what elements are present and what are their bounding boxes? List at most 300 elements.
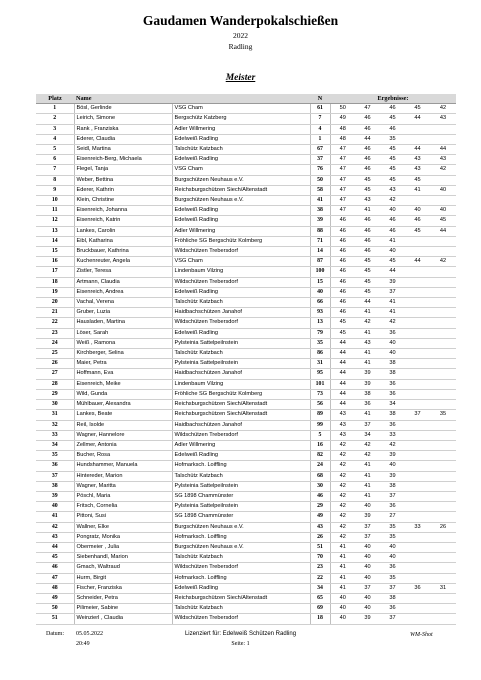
rank-cell: 18 (36, 277, 74, 287)
score-cell: 46 (330, 267, 355, 277)
score-cell: 37 (355, 532, 380, 542)
club-cell: Fröhliche SG Bergschütz Kolmberg (172, 236, 310, 246)
club-cell: Pylsteinia Sattelpeilnstein (172, 481, 310, 491)
score-cell: 45 (380, 145, 405, 155)
table-row (36, 379, 456, 389)
club-cell: Talschütz Katzbach (172, 604, 310, 614)
table-row (36, 155, 456, 165)
table-row (36, 267, 456, 277)
name-cell: Wallner, Elke (74, 522, 172, 532)
name-cell: Ederer, Kathrin (74, 185, 172, 195)
footer-time: 20:49 (76, 641, 90, 647)
score-cell: 45 (405, 226, 430, 236)
score-cell: 37 (380, 583, 405, 593)
score-cell: 40 (380, 206, 405, 216)
name-cell: Seidl, Martina (74, 145, 172, 155)
score-cell (405, 389, 430, 399)
table-row (36, 287, 456, 297)
score-cell (405, 400, 430, 410)
club-cell: Edelweiß Radling (172, 155, 310, 165)
score-cell (405, 573, 430, 583)
name-cell: Ederer, Claudia (74, 134, 172, 144)
score-cell (405, 236, 430, 246)
table-row (36, 410, 456, 420)
score-cell (430, 369, 456, 379)
name-cell: Pilimeier, Sabine (74, 604, 172, 614)
table-row (36, 236, 456, 246)
score-cell: 46 (380, 104, 405, 114)
club-cell: Talschütz Katzbach (172, 349, 310, 359)
score-cell: 44 (380, 267, 405, 277)
score-cell: 42 (380, 440, 405, 450)
document-title: Gaudamen Wanderpokalschießen (142, 13, 339, 28)
score-cell (405, 512, 430, 522)
score-cell (405, 328, 430, 338)
start-number-cell: 43 (310, 522, 330, 532)
score-cell: 41 (355, 471, 380, 481)
name-cell: Wagner, Hannelore (74, 430, 172, 440)
score-cell: 40 (380, 338, 405, 348)
score-cell: 40 (380, 247, 405, 257)
score-cell: 45 (380, 257, 405, 267)
name-cell: Reil, Isolde (74, 420, 172, 430)
score-cell: 36 (380, 379, 405, 389)
club-cell: Burgschützen Neuhaus e.V. (172, 196, 310, 206)
rank-cell: 48 (36, 583, 74, 593)
club-cell: Wildschützen Trebersdorf (172, 247, 310, 257)
score-cell: 38 (380, 593, 405, 603)
score-cell: 38 (355, 389, 380, 399)
rank-cell: 8 (36, 175, 74, 185)
club-cell: Hofmarksch. Loiffling (172, 461, 310, 471)
score-cell (405, 542, 430, 552)
score-cell (430, 471, 456, 481)
score-cell: 45 (355, 257, 380, 267)
score-cell (430, 134, 456, 144)
score-cell: 42 (355, 318, 380, 328)
score-cell: 39 (355, 369, 380, 379)
club-cell: Reichsburgschützen Siech/Altenstadt (172, 410, 310, 420)
score-cell (430, 298, 456, 308)
score-cell: 41 (330, 583, 355, 593)
score-cell: 41 (355, 349, 380, 359)
name-cell: Lankes, Carolin (74, 226, 172, 236)
start-number-cell: 40 (310, 287, 330, 297)
score-cell: 46 (330, 216, 355, 226)
score-cell: 40 (380, 349, 405, 359)
rank-cell: 40 (36, 502, 74, 512)
table-row (36, 104, 456, 114)
score-cell (405, 491, 430, 501)
start-number-cell: 87 (310, 257, 330, 267)
score-cell: 44 (430, 226, 456, 236)
score-cell: 36 (380, 604, 405, 614)
club-cell: Bergschütz Katzberg (172, 114, 310, 124)
club-cell: Talschütz Katzbach (172, 298, 310, 308)
name-cell: Maier, Petra (74, 359, 172, 369)
score-cell (405, 614, 430, 624)
score-cell: 43 (430, 114, 456, 124)
start-number-cell: 34 (310, 583, 330, 593)
score-cell: 42 (330, 440, 355, 450)
score-cell: 36 (405, 583, 430, 593)
score-cell: 47 (330, 145, 355, 155)
score-cell: 49 (330, 114, 355, 124)
score-cell: 43 (405, 165, 430, 175)
score-cell: 40 (355, 604, 380, 614)
document-year: 2022 (233, 31, 248, 40)
club-cell: SG 1898 Chammünster (172, 512, 310, 522)
score-cell (430, 440, 456, 450)
score-cell: 46 (380, 216, 405, 226)
score-cell (430, 563, 456, 573)
start-number-cell: 49 (310, 512, 330, 522)
club-cell: VSG Cham (172, 104, 310, 114)
name-cell: Hoffmann, Eva (74, 369, 172, 379)
score-cell (430, 512, 456, 522)
table-row (36, 114, 456, 124)
score-cell (430, 196, 456, 206)
score-cell: 43 (430, 155, 456, 165)
score-cell (405, 318, 430, 328)
rank-cell: 11 (36, 206, 74, 216)
club-cell: Reichsburgschützen Siech/Altenstadt (172, 185, 310, 195)
start-number-cell: 23 (310, 563, 330, 573)
rank-cell: 22 (36, 318, 74, 328)
name-cell: Fischer, Franziska (74, 583, 172, 593)
rank-cell: 28 (36, 379, 74, 389)
score-cell: 37 (380, 614, 405, 624)
score-cell (430, 430, 456, 440)
score-cell: 41 (405, 185, 430, 195)
rank-cell: 27 (36, 369, 74, 379)
rank-cell: 10 (36, 196, 74, 206)
table-row (36, 175, 456, 185)
start-number-cell: 89 (310, 410, 330, 420)
start-number-cell: 14 (310, 247, 330, 257)
score-cell (430, 461, 456, 471)
score-cell: 45 (355, 267, 380, 277)
score-cell (405, 430, 430, 440)
name-cell: Artmann, Claudia (74, 277, 172, 287)
score-cell: 40 (430, 206, 456, 216)
name-cell: Pittoni, Susi (74, 512, 172, 522)
rank-cell: 30 (36, 400, 74, 410)
club-cell: Pylsteinia Sattelpeilnstein (172, 502, 310, 512)
score-cell: 41 (355, 206, 380, 216)
rank-cell: 45 (36, 553, 74, 563)
score-cell: 45 (355, 287, 380, 297)
score-cell: 42 (330, 481, 355, 491)
score-cell (430, 287, 456, 297)
score-cell (430, 338, 456, 348)
rank-cell: 23 (36, 328, 74, 338)
table-row (36, 124, 456, 134)
score-cell: 34 (355, 430, 380, 440)
score-cell: 43 (330, 410, 355, 420)
score-cell (430, 400, 456, 410)
club-cell: Edelweiß Radling (172, 206, 310, 216)
score-cell: 42 (330, 461, 355, 471)
table-row (36, 196, 456, 206)
footer-license: Lizenziert für: Edelweiß Schützen Radling (184, 631, 297, 637)
score-cell (430, 542, 456, 552)
score-cell (405, 369, 430, 379)
name-cell: Mühlbauer, Alexandra (74, 400, 172, 410)
score-cell: 46 (355, 114, 380, 124)
rank-cell: 7 (36, 165, 74, 175)
rank-cell: 42 (36, 522, 74, 532)
score-cell (430, 277, 456, 287)
club-cell: Wildschützen Trebersdorf (172, 563, 310, 573)
score-cell (430, 379, 456, 389)
score-cell (430, 451, 456, 461)
score-cell: 39 (380, 471, 405, 481)
score-cell (405, 124, 430, 134)
score-cell: 42 (330, 451, 355, 461)
start-number-cell: 67 (310, 145, 330, 155)
score-cell (430, 359, 456, 369)
club-cell: Lindenbaum Vilzing (172, 267, 310, 277)
rank-cell: 20 (36, 298, 74, 308)
table-row (36, 226, 456, 236)
score-cell: 41 (380, 236, 405, 246)
score-cell: 47 (330, 165, 355, 175)
score-cell: 45 (380, 175, 405, 185)
rank-cell: 51 (36, 614, 74, 624)
start-number-cell: 79 (310, 328, 330, 338)
results-table (36, 94, 456, 625)
score-cell: 43 (405, 155, 430, 165)
score-cell (405, 196, 430, 206)
score-cell: 42 (430, 165, 456, 175)
score-cell: 37 (355, 522, 380, 532)
rank-cell: 21 (36, 308, 74, 318)
score-cell: 46 (355, 226, 380, 236)
score-cell: 41 (355, 328, 380, 338)
score-cell (430, 328, 456, 338)
score-cell: 46 (330, 277, 355, 287)
score-cell: 37 (355, 420, 380, 430)
club-cell: Adler Willmering (172, 226, 310, 236)
table-row (36, 614, 456, 624)
score-cell: 40 (380, 553, 405, 563)
table-row (36, 185, 456, 195)
start-number-cell: 26 (310, 532, 330, 542)
score-cell: 47 (355, 104, 380, 114)
score-cell (430, 308, 456, 318)
start-number-cell: 65 (310, 593, 330, 603)
score-cell (430, 614, 456, 624)
score-cell (430, 481, 456, 491)
name-cell: Bucher, Rosa (74, 451, 172, 461)
score-cell: 35 (380, 522, 405, 532)
score-cell: 47 (330, 196, 355, 206)
rank-cell: 39 (36, 491, 74, 501)
score-cell: 46 (355, 165, 380, 175)
start-number-cell: 70 (310, 553, 330, 563)
score-cell: 46 (355, 247, 380, 257)
rank-cell: 12 (36, 216, 74, 226)
score-cell: 46 (330, 247, 355, 257)
name-cell: Gruber, Luzia (74, 308, 172, 318)
table-row (36, 145, 456, 155)
score-cell: 36 (380, 563, 405, 573)
score-cell (430, 318, 456, 328)
start-number-cell: 88 (310, 226, 330, 236)
club-cell: Edelweiß Radling (172, 451, 310, 461)
score-cell (430, 389, 456, 399)
rank-cell: 29 (36, 389, 74, 399)
name-cell: Fritsch, Cornelia (74, 502, 172, 512)
start-number-cell: 38 (310, 206, 330, 216)
name-cell: Leirich, Simone (74, 114, 172, 124)
name-cell: Eisenreich-Berg, Michaela (74, 155, 172, 165)
score-cell: 48 (330, 124, 355, 134)
score-cell: 42 (355, 451, 380, 461)
name-cell: Weiß , Ramona (74, 338, 172, 348)
start-number-cell: 73 (310, 389, 330, 399)
score-cell (430, 247, 456, 257)
score-cell: 40 (355, 542, 380, 552)
score-cell: 40 (380, 542, 405, 552)
name-cell: Pongratz, Monika (74, 532, 172, 542)
score-cell: 42 (330, 502, 355, 512)
start-number-cell: 100 (310, 267, 330, 277)
start-number-cell: 4 (310, 124, 330, 134)
score-cell: 46 (330, 257, 355, 267)
name-cell: Gmach, Waltraud (74, 563, 172, 573)
footer-date: 05.05.2022 (76, 631, 103, 637)
score-cell (405, 502, 430, 512)
score-cell: 39 (380, 451, 405, 461)
score-cell: 46 (355, 236, 380, 246)
score-cell: 44 (405, 114, 430, 124)
score-cell: 36 (380, 502, 405, 512)
score-cell (405, 451, 430, 461)
score-cell: 41 (380, 298, 405, 308)
score-cell: 47 (330, 206, 355, 216)
score-cell (430, 175, 456, 185)
rank-cell: 47 (36, 573, 74, 583)
club-cell: Burgschützen Neuhaus e.V. (172, 175, 310, 185)
rank-cell: 2 (36, 114, 74, 124)
table-row (36, 400, 456, 410)
start-number-cell: 50 (310, 175, 330, 185)
name-cell: Pöschl, Maria (74, 491, 172, 501)
name-cell: Rank , Franziska (74, 124, 172, 134)
footer-date-label: Datum: (46, 631, 64, 637)
table-row (36, 369, 456, 379)
start-number-cell: 37 (310, 155, 330, 165)
rank-cell: 19 (36, 287, 74, 297)
score-cell (405, 532, 430, 542)
score-cell (430, 124, 456, 134)
rank-cell: 46 (36, 563, 74, 573)
score-cell: 39 (355, 512, 380, 522)
score-cell: 40 (430, 185, 456, 195)
table-row (36, 522, 456, 532)
start-number-cell: 93 (310, 308, 330, 318)
score-cell: 45 (405, 175, 430, 185)
club-cell: Adler Willmering (172, 440, 310, 450)
score-cell (430, 502, 456, 512)
section-heading: Meister (225, 73, 256, 83)
score-cell: 31 (430, 583, 456, 593)
table-row (36, 359, 456, 369)
score-cell: 44 (330, 369, 355, 379)
rank-cell: 32 (36, 420, 74, 430)
score-cell: 47 (330, 155, 355, 165)
rank-cell: 35 (36, 451, 74, 461)
score-cell: 42 (380, 318, 405, 328)
rank-cell: 41 (36, 512, 74, 522)
score-cell: 40 (330, 614, 355, 624)
table-row (36, 165, 456, 175)
start-number-cell: 76 (310, 165, 330, 175)
rank-cell: 17 (36, 267, 74, 277)
score-cell: 45 (355, 175, 380, 185)
start-number-cell: 82 (310, 451, 330, 461)
name-cell: Eibl, Katharina (74, 236, 172, 246)
start-number-cell: 71 (310, 236, 330, 246)
score-cell: 40 (330, 604, 355, 614)
club-cell: Haidbachschützen Janahof (172, 308, 310, 318)
score-cell: 36 (380, 389, 405, 399)
start-number-cell: 15 (310, 277, 330, 287)
score-cell (405, 338, 430, 348)
club-cell: Edelweiß Radling (172, 328, 310, 338)
start-number-cell: 31 (310, 359, 330, 369)
club-cell: Wildschützen Trebersdorf (172, 430, 310, 440)
score-cell: 42 (430, 104, 456, 114)
start-number-cell: 30 (310, 481, 330, 491)
score-cell: 47 (330, 185, 355, 195)
club-cell: Wildschützen Trebersdorf (172, 318, 310, 328)
score-cell (430, 593, 456, 603)
score-cell (405, 247, 430, 257)
club-cell: Edelweiß Radling (172, 216, 310, 226)
table-row (36, 430, 456, 440)
table-row (36, 481, 456, 491)
column-header-platz: Platz (36, 94, 74, 104)
score-cell: 38 (380, 481, 405, 491)
score-cell: 40 (330, 593, 355, 603)
score-cell: 39 (355, 614, 380, 624)
rank-cell: 13 (36, 226, 74, 236)
score-cell: 44 (405, 257, 430, 267)
score-cell: 40 (355, 502, 380, 512)
score-cell: 46 (380, 226, 405, 236)
table-row (36, 216, 456, 226)
name-cell: Zellmer, Antonia (74, 440, 172, 450)
score-cell (405, 461, 430, 471)
name-cell: Bruckbauer, Kathrina (74, 247, 172, 257)
name-cell: Kirchberger, Selina (74, 349, 172, 359)
club-cell: Talschütz Katzbach (172, 553, 310, 563)
score-cell: 38 (380, 359, 405, 369)
score-cell: 44 (330, 359, 355, 369)
score-cell: 41 (355, 359, 380, 369)
club-cell: Edelweiß Radling (172, 134, 310, 144)
score-cell: 44 (330, 400, 355, 410)
table-row (36, 502, 456, 512)
score-cell: 45 (380, 155, 405, 165)
table-row (36, 542, 456, 552)
club-cell: Burgschützen Neuhaus e.V. (172, 522, 310, 532)
score-cell (430, 604, 456, 614)
score-cell: 26 (430, 522, 456, 532)
